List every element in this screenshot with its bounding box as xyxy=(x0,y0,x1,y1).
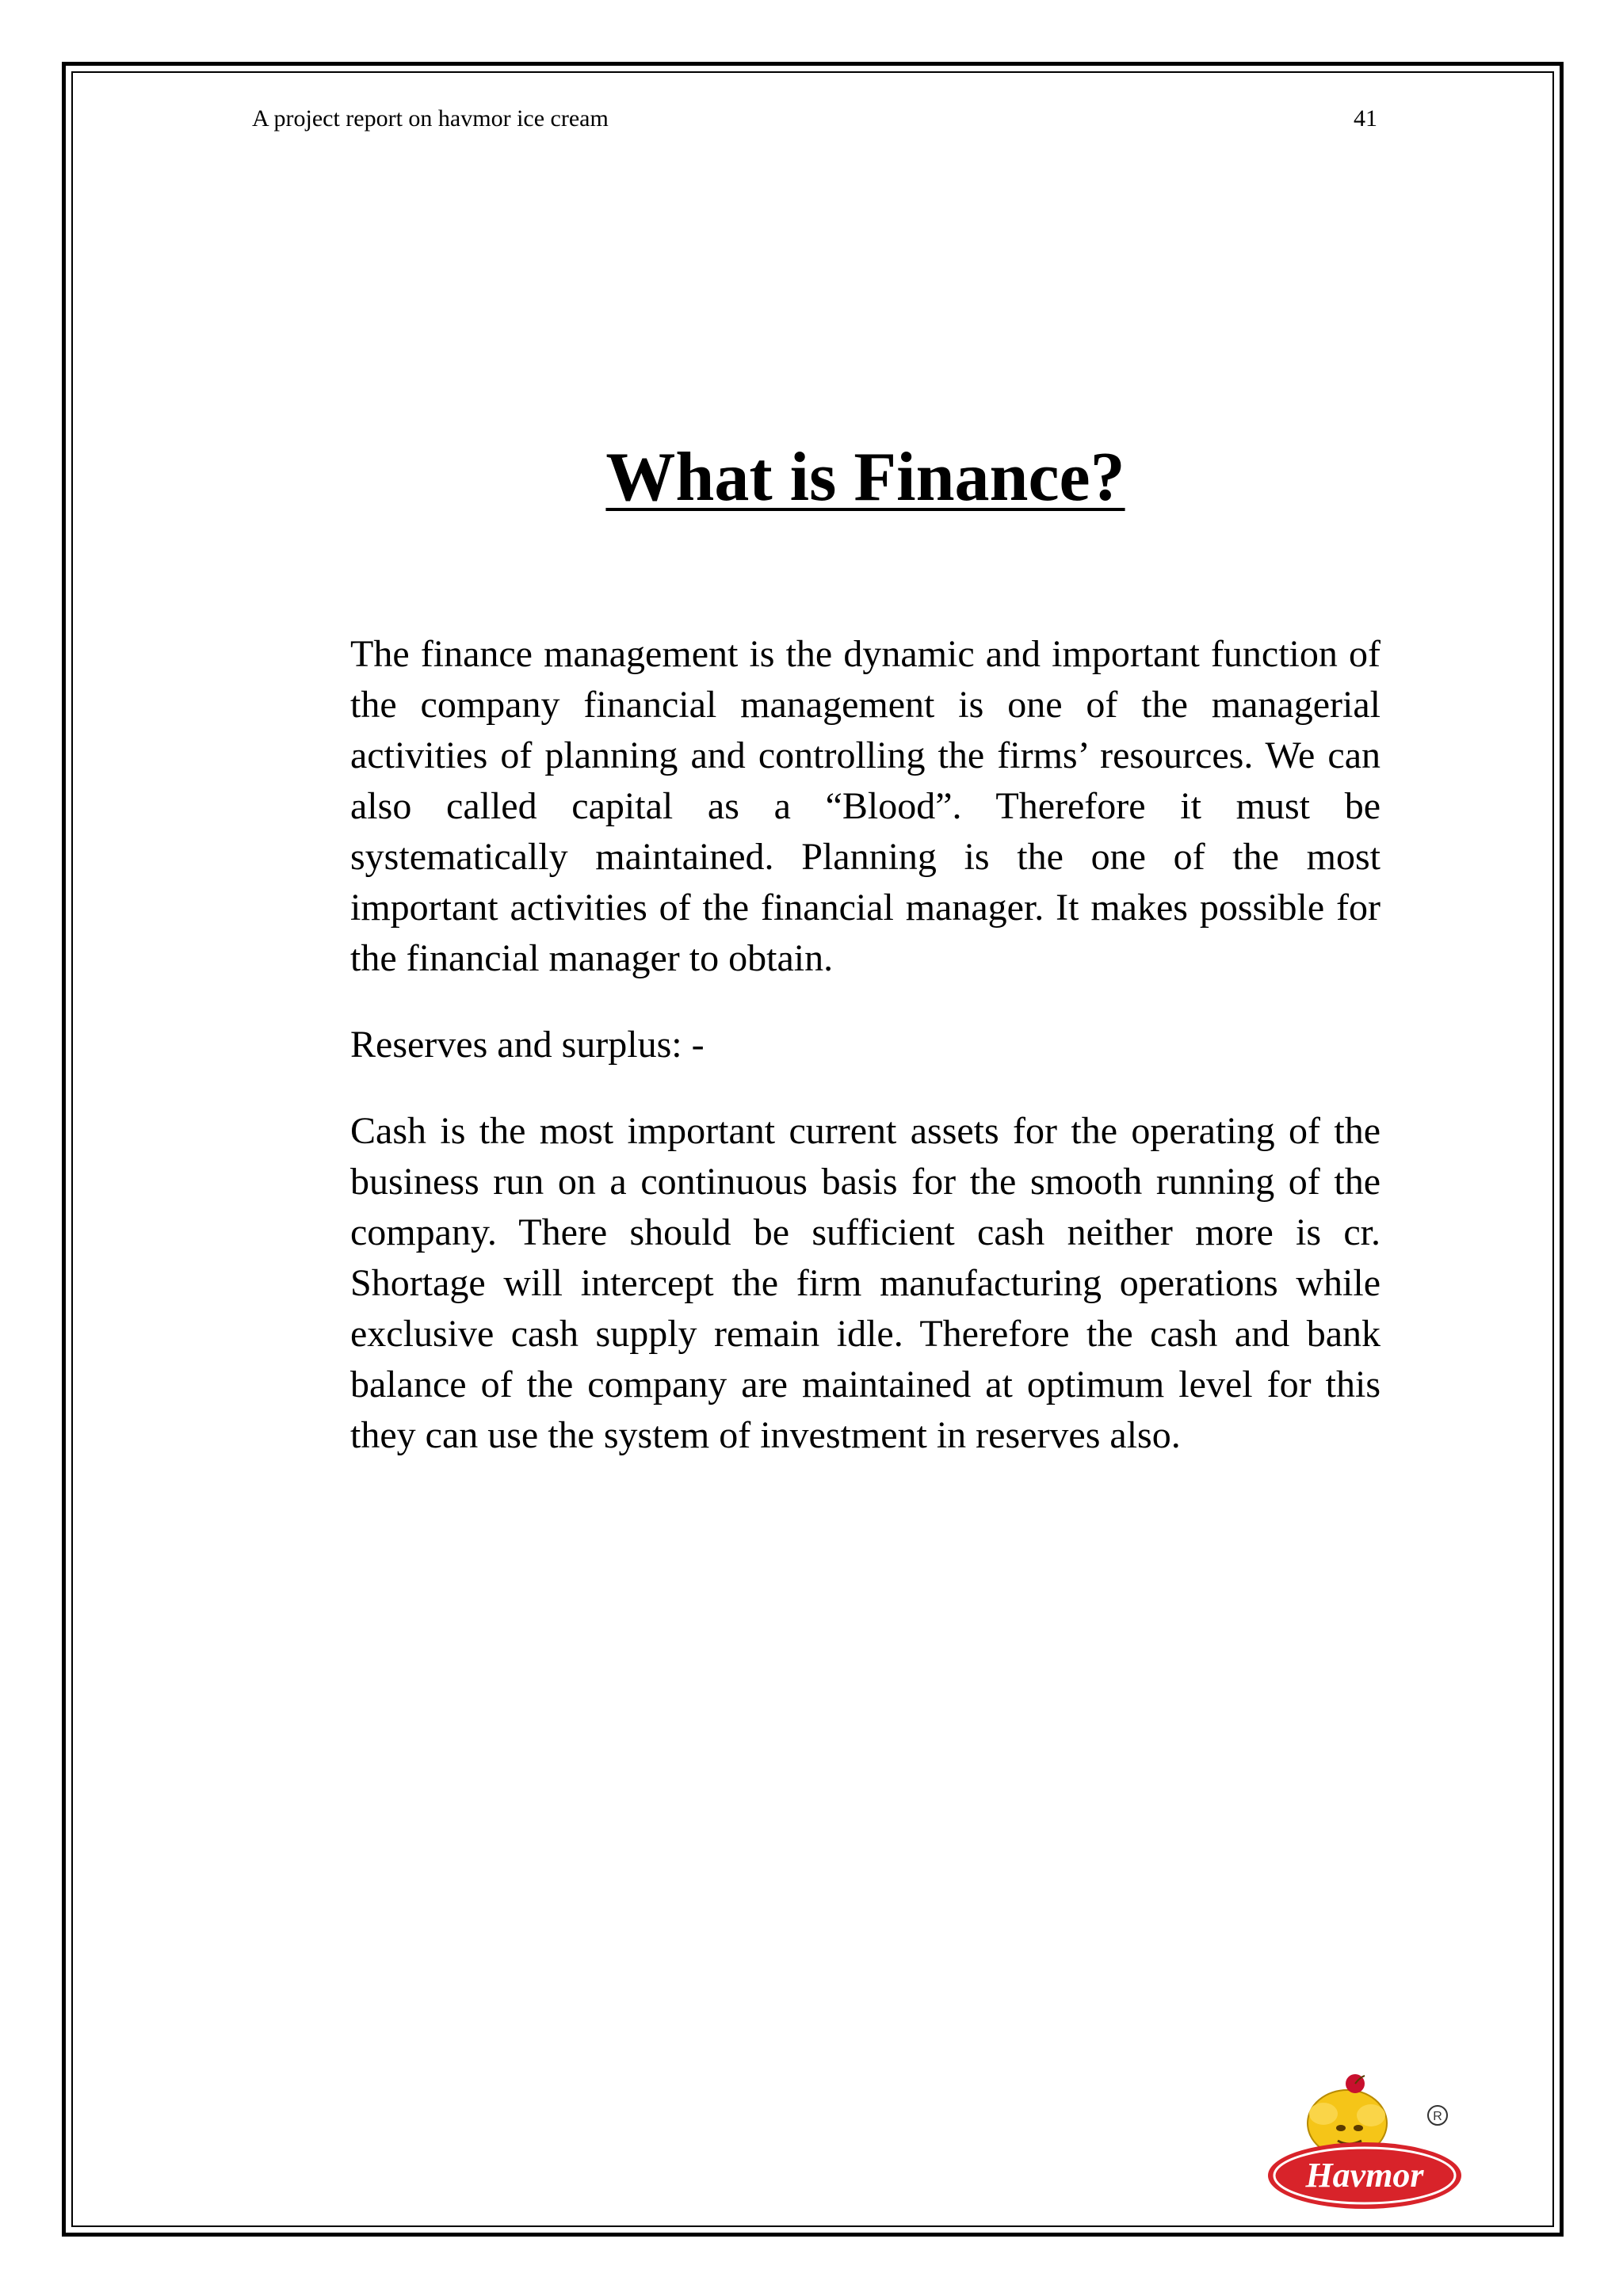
page-number: 41 xyxy=(1354,105,1377,132)
page-title xyxy=(350,434,1381,521)
finance-paragraph: The finance management is the dynamic and important function of the company financial management is one of the managerial activities of planning and controlling the firms’ resources. We can also called capital as a “Blood”. Therefore it must be systematically maintained. Planning is the one of the most important activities of the financial manager. It makes possible for the financial manager to obtain. xyxy=(350,633,1381,979)
registered-mark-text: R xyxy=(1433,2110,1442,2123)
havmor-logo xyxy=(1262,2074,1468,2217)
running-header-title: A project report on havmor ice cream xyxy=(252,105,609,132)
registered-mark-icon xyxy=(1428,2106,1447,2125)
brand-badge xyxy=(1268,2142,1461,2209)
reserves-subheading: Reserves and surplus: - xyxy=(350,1024,705,1066)
cash-paragraph: Cash is the most important current assets for the operating of the business run on a continuous basis for the smooth running of the company. There should be sufficient cash neither more is cr. Shortage will intercept the firm manufacturing operations while exclusive cash supply remain idle. Therefore the cash and bank balance of the company are maintained at optimum level for this they can use the system of investment in reserves also. xyxy=(350,1110,1381,1456)
page-title-text: What is Finance? xyxy=(605,439,1125,516)
body-content xyxy=(350,629,1381,1461)
brand-name-text: Havmor xyxy=(1305,2156,1424,2195)
